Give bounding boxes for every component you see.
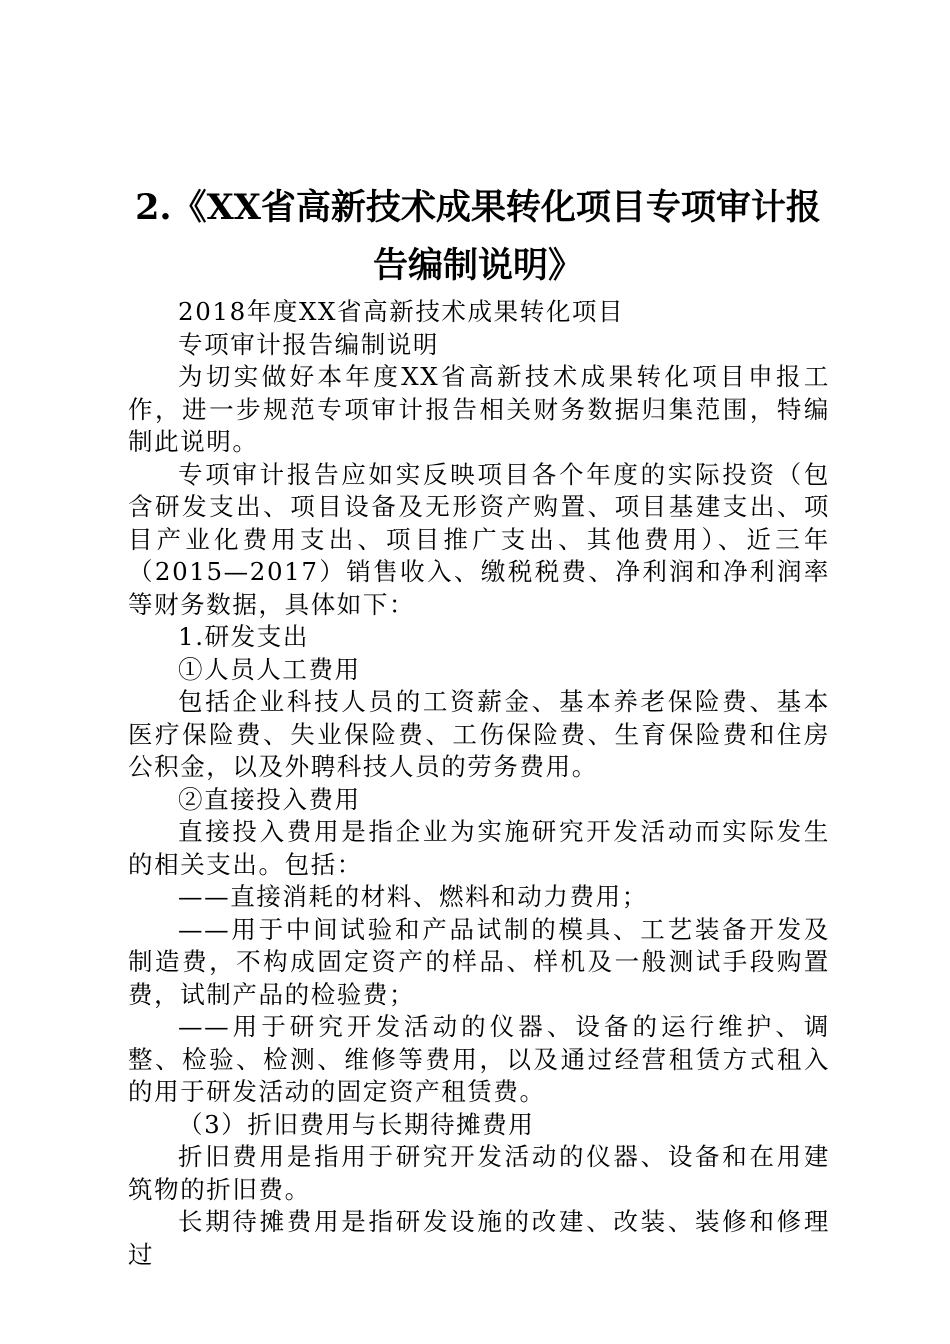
document-title-line-2: 告编制说明》 [372, 245, 583, 286]
paragraph-personnel-cost: 包括企业科技人员的工资薪金、基本养老保险费、基本医疗保险费、失业保险费、工伤保险费、生育保险费和住房公积金，以及外聘科技人员的劳务费用。 [128, 687, 830, 781]
subtitle-year: 2018年度XX省高新技术成果转化项目 [178, 297, 625, 326]
paragraph-depreciation: 折旧费用是指用于研究开发活动的仪器、设备和在用建筑物的折旧费。 [128, 1142, 830, 1204]
heading-depreciation: （3）折旧费用与长期待摊费用 [178, 1109, 535, 1139]
list-item-trial-production: ——用于中间试验和产品试制的模具、工艺装备开发及制造费，不构成固定资产的样品、样机及一般测试手段购置费，试制产品的检验费； [128, 914, 830, 1009]
list-item-equipment-maintenance: ——用于研究开发活动的仪器、设备的运行维护、调整、检验、检测、维修等费用，以及通过经营租赁方式租入的用于研发活动的固定资产租赁费。 [128, 1012, 830, 1106]
paragraph-direct-input: 直接投入费用是指企业为实施研究开发活动而实际发生的相关支出。包括： [128, 817, 830, 879]
document-title-line-1: 2.《XX省高新技术成果转化项目专项审计报 [135, 187, 821, 228]
heading-personnel-cost: ①人员人工费用 [178, 654, 361, 684]
subtitle-name: 专项审计报告编制说明 [178, 329, 439, 359]
list-item-materials: ——直接消耗的材料、燃料和动力费用； [178, 882, 648, 911]
paragraph-long-term-amortization: 长期待摊费用是指研发设施的改建、改装、装修和修理过 [128, 1207, 830, 1269]
paragraph-purpose: 为切实做好本年度XX省高新技术成果转化项目申报工作，进一步规范专项审计报告相关财务数据归集范围，特编制此说明。 [128, 362, 830, 456]
document-body [128, 296, 830, 1271]
heading-direct-input: ②直接投入费用 [178, 784, 361, 814]
heading-rd-expenditure: 1.研发支出 [178, 622, 309, 651]
paragraph-scope: 专项审计报告应如实反映项目各个年度的实际投资（包含研发支出、项目设备及无形资产购置、项目基建支出、项目产业化费用支出、项目推广支出、其他费用）、近三年（2015—2017）销售收入、缴税税费、净利润和净利润率等财务数据，具体如下： [128, 459, 830, 619]
